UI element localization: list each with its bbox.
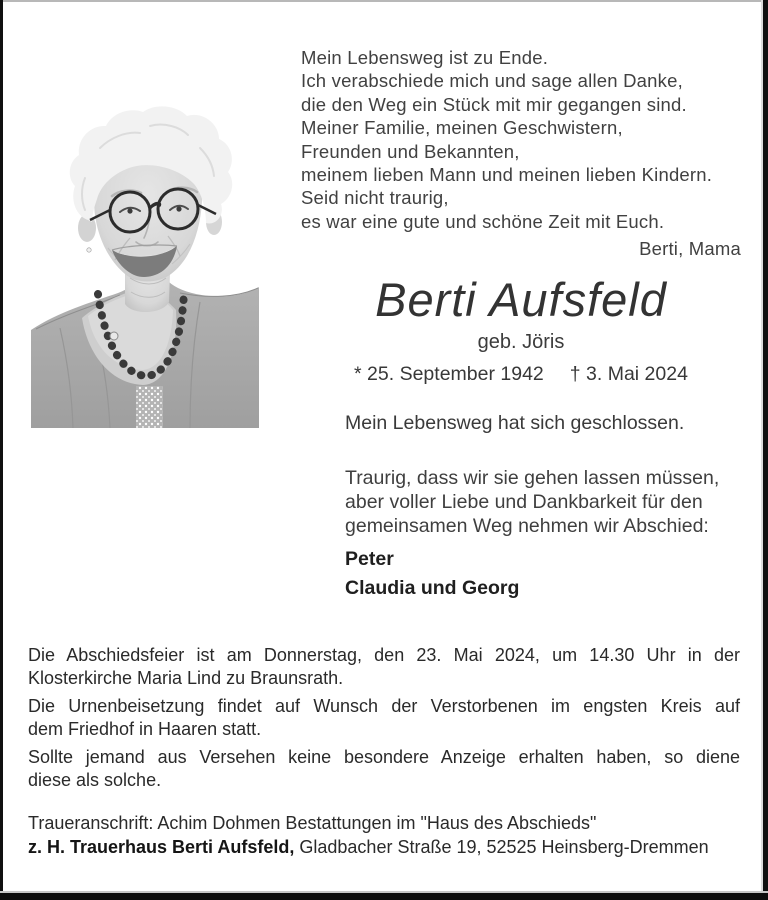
announcement-paragraph <box>28 746 740 792</box>
poem-line: die den Weg ein Stück mit mir gegangen sind. <box>301 93 687 115</box>
poem-signature: Berti, Mama <box>639 238 741 260</box>
poem-line: Freunden und Bekannten, <box>301 140 520 162</box>
mourning-text <box>345 467 719 538</box>
portrait-illustration <box>30 98 260 428</box>
poem-line: Meiner Familie, meinen Geschwistern, <box>301 117 623 139</box>
farewell-poem <box>301 46 743 261</box>
maiden-name: geb. Jöris <box>477 330 565 353</box>
condolence-address <box>28 812 740 859</box>
announcement-line: diese als solche. <box>28 770 162 791</box>
poem-line: es war eine gute und schöne Zeit mit Euch. <box>301 210 665 232</box>
announcement-line: Die Urnenbeisetzung findet auf Wunsch der Verstorbenen im engsten Kreis auf <box>28 695 740 716</box>
birth-date: * 25. September 1942 <box>354 362 544 385</box>
poem-line: meinem lieben Mann und meinen lieben Kindern. <box>301 164 713 186</box>
mourner-name: Peter <box>345 548 394 570</box>
recipient-name: z. H. Trauerhaus Berti Aufsfeld, <box>28 836 295 857</box>
poem-line: Ich verabschiede mich und sage allen Danke, <box>301 70 683 92</box>
mourners-list <box>345 548 519 600</box>
poem-line: Mein Lebensweg ist zu Ende. <box>301 47 549 68</box>
recipient-address: Gladbacher Straße 19, 52525 Heinsberg-Dremmen <box>294 836 709 857</box>
announcements <box>28 644 740 797</box>
scan-border-top <box>0 0 768 2</box>
announcement-line: dem Friedhof in Haaren statt. <box>28 719 262 740</box>
recipient-line <box>28 836 740 860</box>
death-date: † 3. Mai 2024 <box>569 362 688 385</box>
scan-border-left <box>0 0 3 900</box>
mourning-line: aber voller Liebe und Dankbarkeit für den <box>345 490 703 513</box>
mourner-name: Claudia und Georg <box>345 577 520 599</box>
scan-border-bottom <box>0 893 768 900</box>
announcement-line: Klosterkirche Maria Lind zu Braunsrath. <box>28 668 344 689</box>
deceased-name: Berti Aufsfeld <box>375 273 667 326</box>
life-dates <box>300 363 742 386</box>
announcement-line: Sollte jemand aus Versehen keine besondere Anzeige erhalten haben, so diene <box>28 746 740 767</box>
portrait-photo <box>30 98 260 428</box>
announcement-paragraph <box>28 644 740 690</box>
scan-border-right <box>763 0 768 900</box>
announcement-line: Die Abschiedsfeier ist am Donnerstag, den 23. Mai 2024, um 14.30 Uhr in der <box>28 645 740 665</box>
mourning-line: Traurig, dass wir sie gehen lassen müssen, <box>345 467 720 489</box>
mourning-line: gemeinsamen Weg nehmen wir Abschied: <box>345 514 709 537</box>
closing-line: Mein Lebensweg hat sich geschlossen. <box>345 412 685 434</box>
deceased-block <box>300 274 742 386</box>
poem-line: Seid nicht traurig, <box>301 187 449 209</box>
announcement-paragraph <box>28 695 740 741</box>
condolence-line: Traueranschrift: Achim Dohmen Bestattungen im "Haus des Abschieds" <box>28 813 597 833</box>
